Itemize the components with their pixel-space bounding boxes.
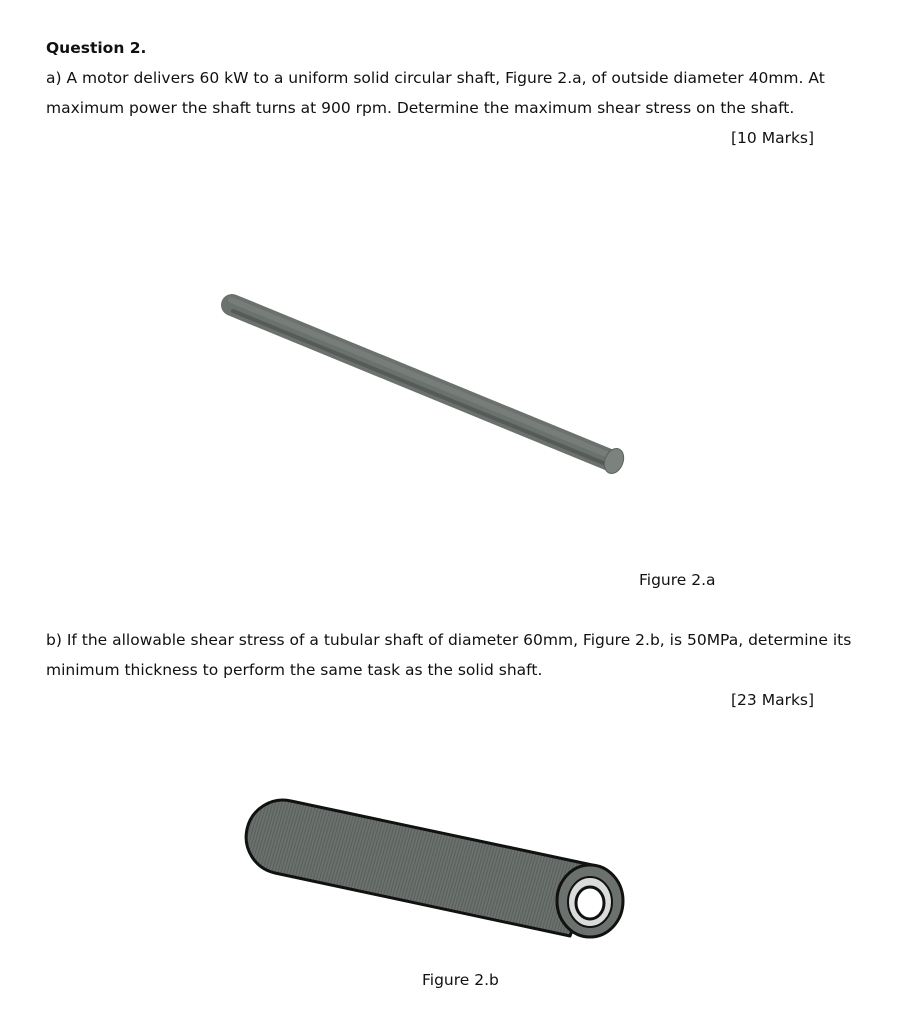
question-heading: Question 2. (46, 39, 147, 57)
part-b-marks: [23 Marks] (731, 691, 815, 709)
figure-2b-caption: Figure 2.b (422, 971, 499, 989)
figure-2a-caption: Figure 2.a (639, 571, 716, 589)
tubular-shaft-figure (0, 780, 901, 960)
tubular-shaft-body (246, 800, 597, 936)
part-b-text-line-2: minimum thickness to perform the same task as the solid shaft. (46, 661, 543, 679)
part-a-text-line-1: a) A motor delivers 60 kW to a uniform solid circular shaft, Figure 2.a, of outside diameter 40mm. At (46, 69, 825, 87)
part-a-marks: [10 Marks] (731, 129, 815, 147)
tubular-shaft-end (557, 865, 623, 937)
part-b-text-line-1: b) If the allowable shear stress of a tubular shaft of diameter 60mm, Figure 2.b, is 50MPa, determine its (46, 631, 852, 649)
solid-shaft-body (231, 300, 613, 467)
part-a-text-line-2: maximum power the shaft turns at 900 rpm. Determine the maximum shear stress on the shaft. (46, 99, 795, 117)
